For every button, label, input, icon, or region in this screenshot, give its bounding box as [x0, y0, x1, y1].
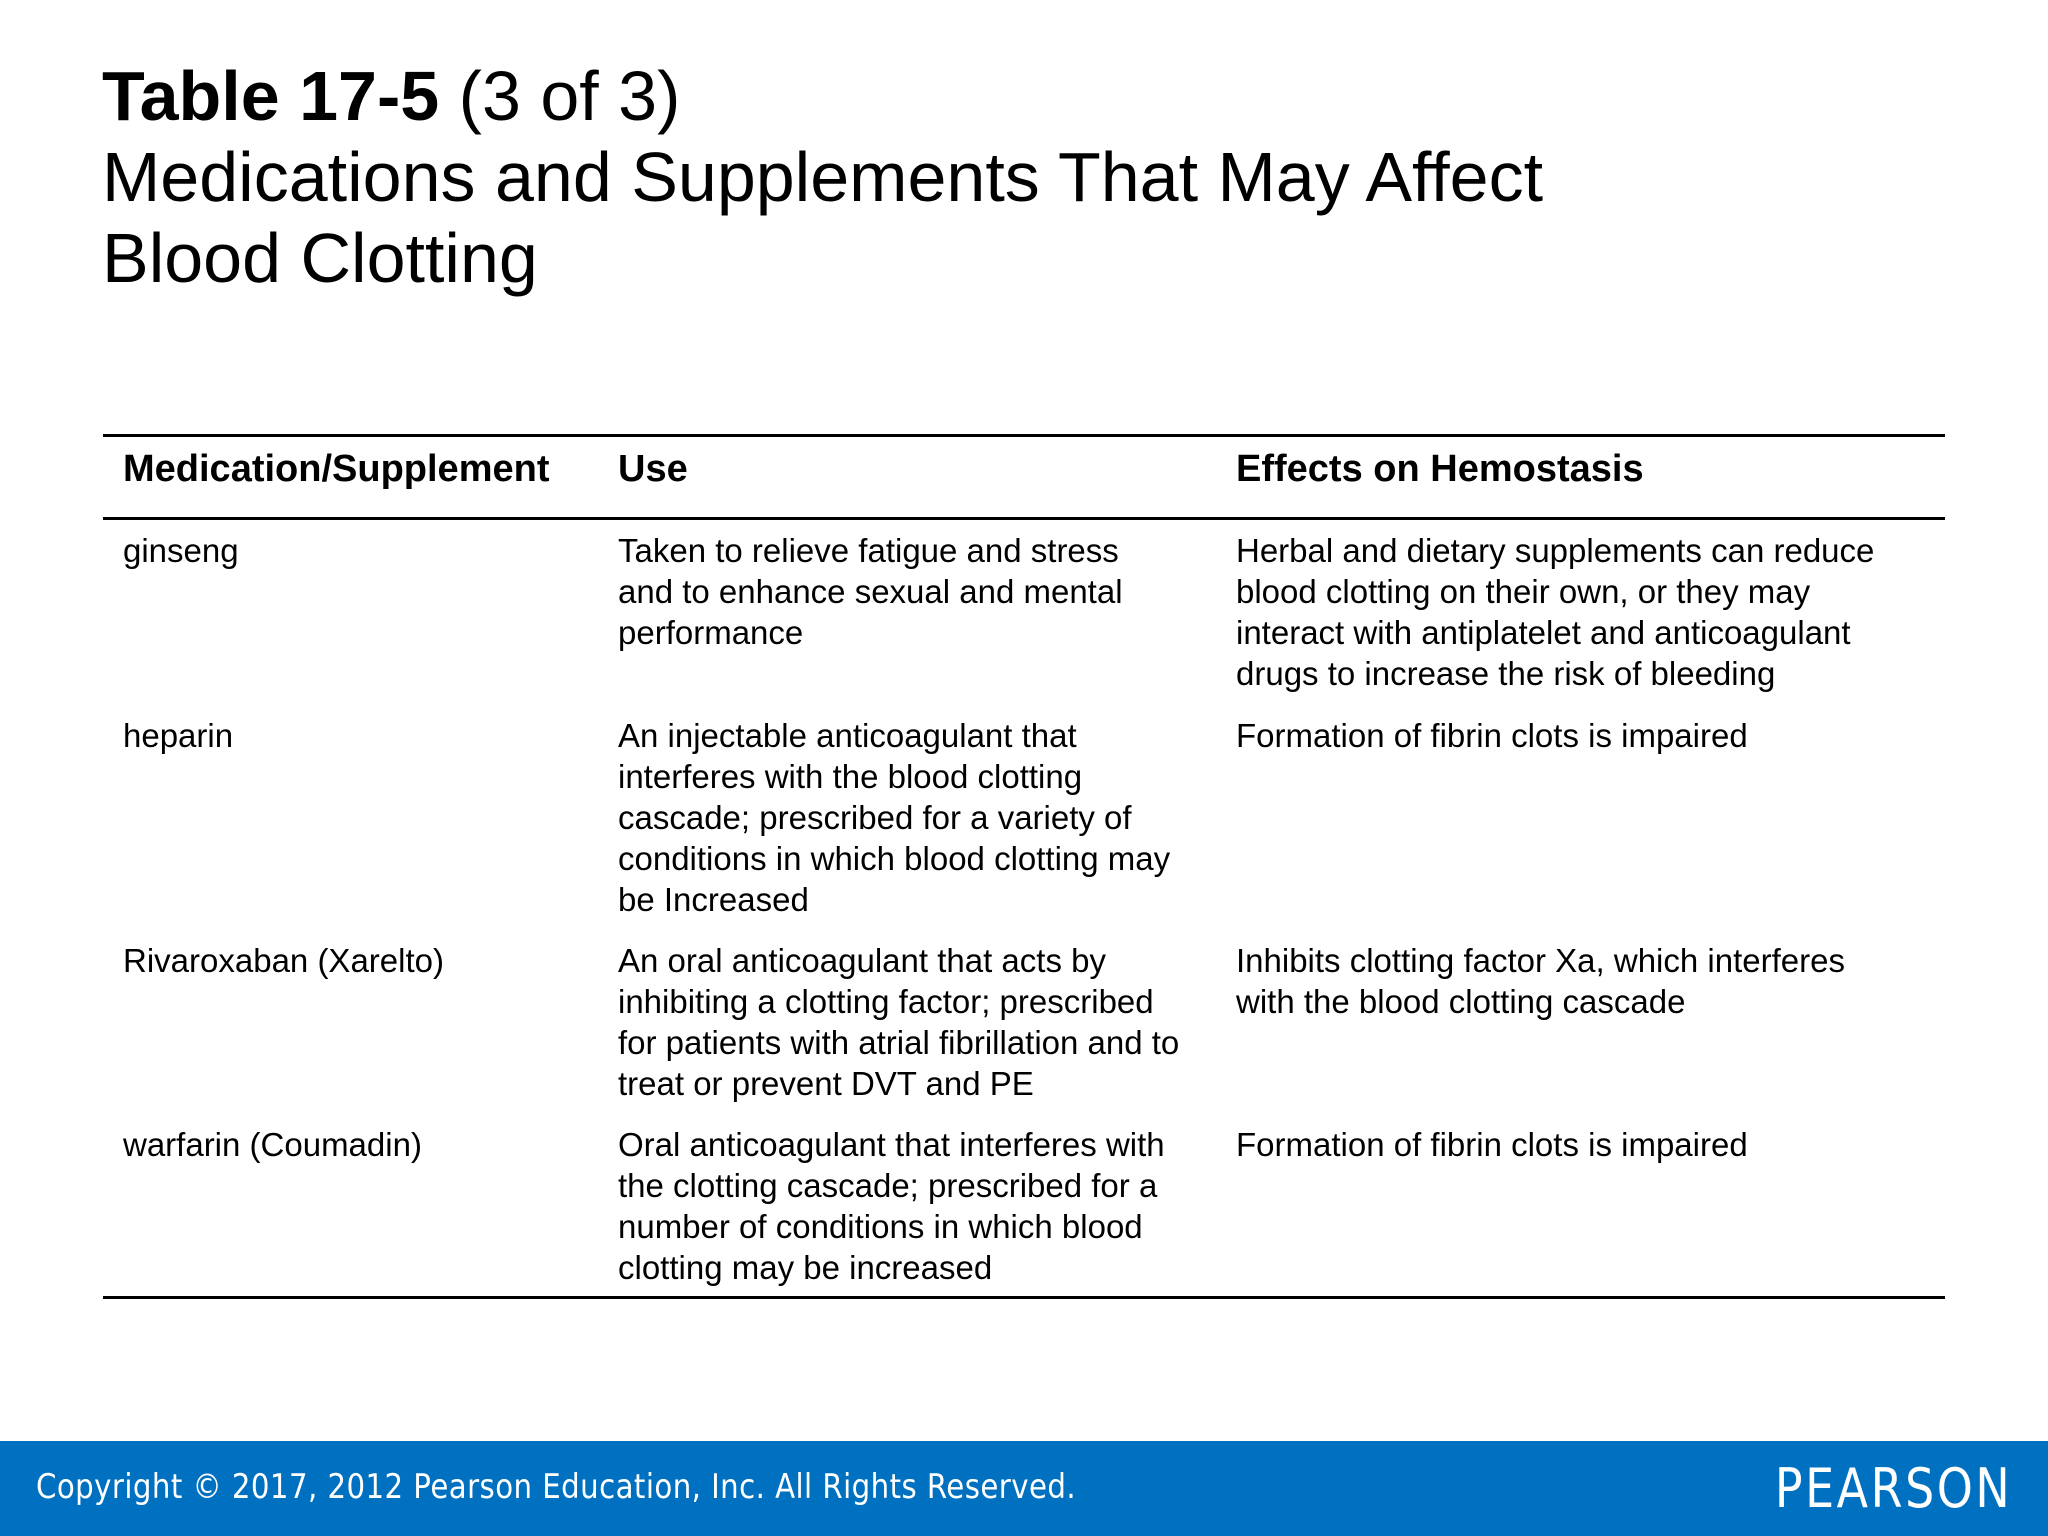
cell-use: Oral anticoagulant that interferes with the clotting cascade; prescribed for a number of conditions in which blood clotting may be increased — [618, 1126, 1165, 1286]
header-use: Use — [618, 448, 688, 490]
footer-bar — [0, 1441, 2048, 1536]
cell-effects: Formation of fibrin clots is impaired — [1236, 717, 1748, 754]
cell-medication: ginseng — [123, 532, 239, 569]
table-bottom-rule — [103, 1296, 1945, 1299]
cell-use: Taken to relieve fatigue and stress and to enhance sexual and mental performance — [618, 532, 1123, 651]
table-part: (3 of 3) — [458, 57, 681, 135]
slide-title — [102, 56, 1543, 299]
cell-use: An oral anticoagulant that acts by inhibiting a clotting factor; prescribed for patients with atrial fibrillation and to treat or prevent DVT and PE — [618, 942, 1180, 1102]
title-line-1: Medications and Supplements That May Affect — [102, 138, 1544, 216]
cell-effects: Inhibits clotting factor Xa, which interferes with the blood clotting cascade — [1236, 942, 1845, 1020]
title-line-2: Blood Clotting — [102, 219, 538, 297]
cell-use: An injectable anticoagulant that interferes with the blood clotting cascade; prescribed for a variety of conditions in which blood clotting may be Increased — [618, 717, 1171, 918]
header-medication: Medication/Supplement — [123, 448, 550, 490]
cell-medication: warfarin (Coumadin) — [123, 1126, 422, 1163]
header-effects: Effects on Hemostasis — [1236, 448, 1644, 490]
table-number: Table 17-5 — [102, 57, 440, 135]
table-top-rule — [103, 434, 1945, 437]
cell-medication: Rivaroxaban (Xarelto) — [123, 942, 444, 979]
cell-medication: heparin — [123, 717, 234, 754]
copyright-text: Copyright © 2017, 2012 Pearson Education, Inc. All Rights Reserved. — [36, 1467, 1077, 1507]
pearson-logo: PEARSON — [1774, 1457, 2012, 1520]
cell-effects: Herbal and dietary supplements can reduce blood clotting on their own, or they may interact with antiplatelet and anticoagulant drugs to increase the risk of bleeding — [1236, 532, 1875, 692]
header-bottom-rule — [103, 517, 1945, 520]
cell-effects: Formation of fibrin clots is impaired — [1236, 1126, 1748, 1163]
